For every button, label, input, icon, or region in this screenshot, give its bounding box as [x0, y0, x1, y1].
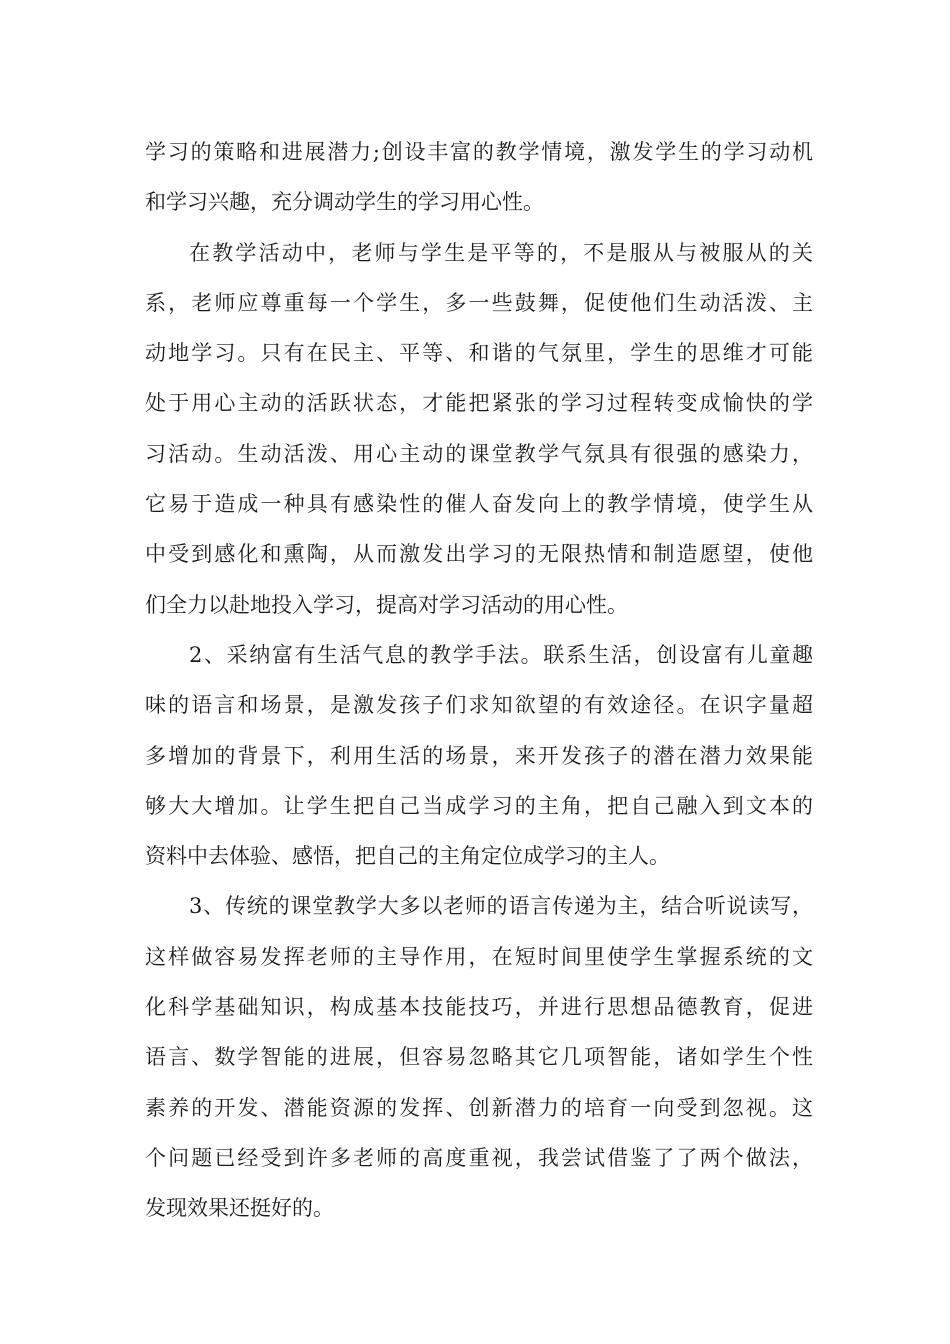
text-line: 们全力以赴地投入学习，提高对学习活动的用心性。	[145, 592, 628, 617]
text-line: 这样做容易发挥老师的主导作用，在短时间里使学生掌握系统的文	[145, 944, 813, 969]
text-line: 资料中去体验、感悟，把自己的主角定位成学习的主人。	[145, 844, 670, 869]
text-line: 学习的策略和进展潜力;创设丰富的教学情境，激发学生的学习动机	[145, 140, 813, 164]
paragraph-2	[145, 228, 813, 630]
paragraph-1	[145, 127, 813, 228]
text-line: 系，老师应尊重每一个学生，多一些鼓舞，促使他们生动活泼、主	[145, 290, 813, 315]
text-line: 它易于造成一种具有感染性的催人奋发向上的教学情境，使学生从	[145, 492, 813, 517]
text-line: 动地学习。只有在民主、平等、和谐的气氛里，学生的思维才可能	[145, 341, 813, 366]
text-line: 3、传统的课堂教学大多以老师的语言传递为主，结合听说读写，	[189, 894, 813, 919]
text-line: 和学习兴趣，充分调动学生的学习用心性。	[145, 190, 544, 215]
text-line: 习活动。生动活泼、用心主动的课堂教学气氛具有很强的感染力，	[145, 441, 813, 466]
text-line: 多增加的背景下，利用生活的场景，来开发孩子的潜在潜力效果能	[145, 743, 813, 768]
paragraph-3	[145, 630, 813, 881]
text-line: 在教学活动中，老师与学生是平等的，不是服从与被服从的关	[189, 240, 813, 265]
text-line: 够大大增加。让学生把自己当成学习的主角，把自己融入到文本的	[145, 793, 813, 818]
text-line: 中受到感化和熏陶，从而激发出学习的无限热情和制造愿望，使他	[145, 542, 813, 567]
text-line: 处于用心主动的活跃状态，才能把紧张的学习过程转变成愉快的学	[145, 391, 813, 416]
text-line: 味的语言和场景，是激发孩子们求知欲望的有效途径。在识字量超	[145, 693, 813, 718]
text-line: 2、采纳富有生活气息的教学手法。联系生活，创设富有儿童趣	[189, 642, 813, 667]
text-line: 素养的开发、潜能资源的发挥、创新潜力的培育一向受到忽视。这	[145, 1095, 813, 1120]
text-line: 个问题已经受到许多老师的高度重视，我尝试借鉴了了两个做法，	[145, 1145, 813, 1170]
text-line: 化科学基础知识，构成基本技能技巧，并进行思想品德教育，促进	[145, 995, 813, 1020]
document-body	[145, 127, 813, 1234]
paragraph-4	[145, 881, 813, 1233]
text-line: 语言、数学智能的进展，但容易忽略其它几项智能，诸如学生个性	[145, 1045, 813, 1070]
text-line: 发现效果还挺好的。	[145, 1196, 334, 1221]
